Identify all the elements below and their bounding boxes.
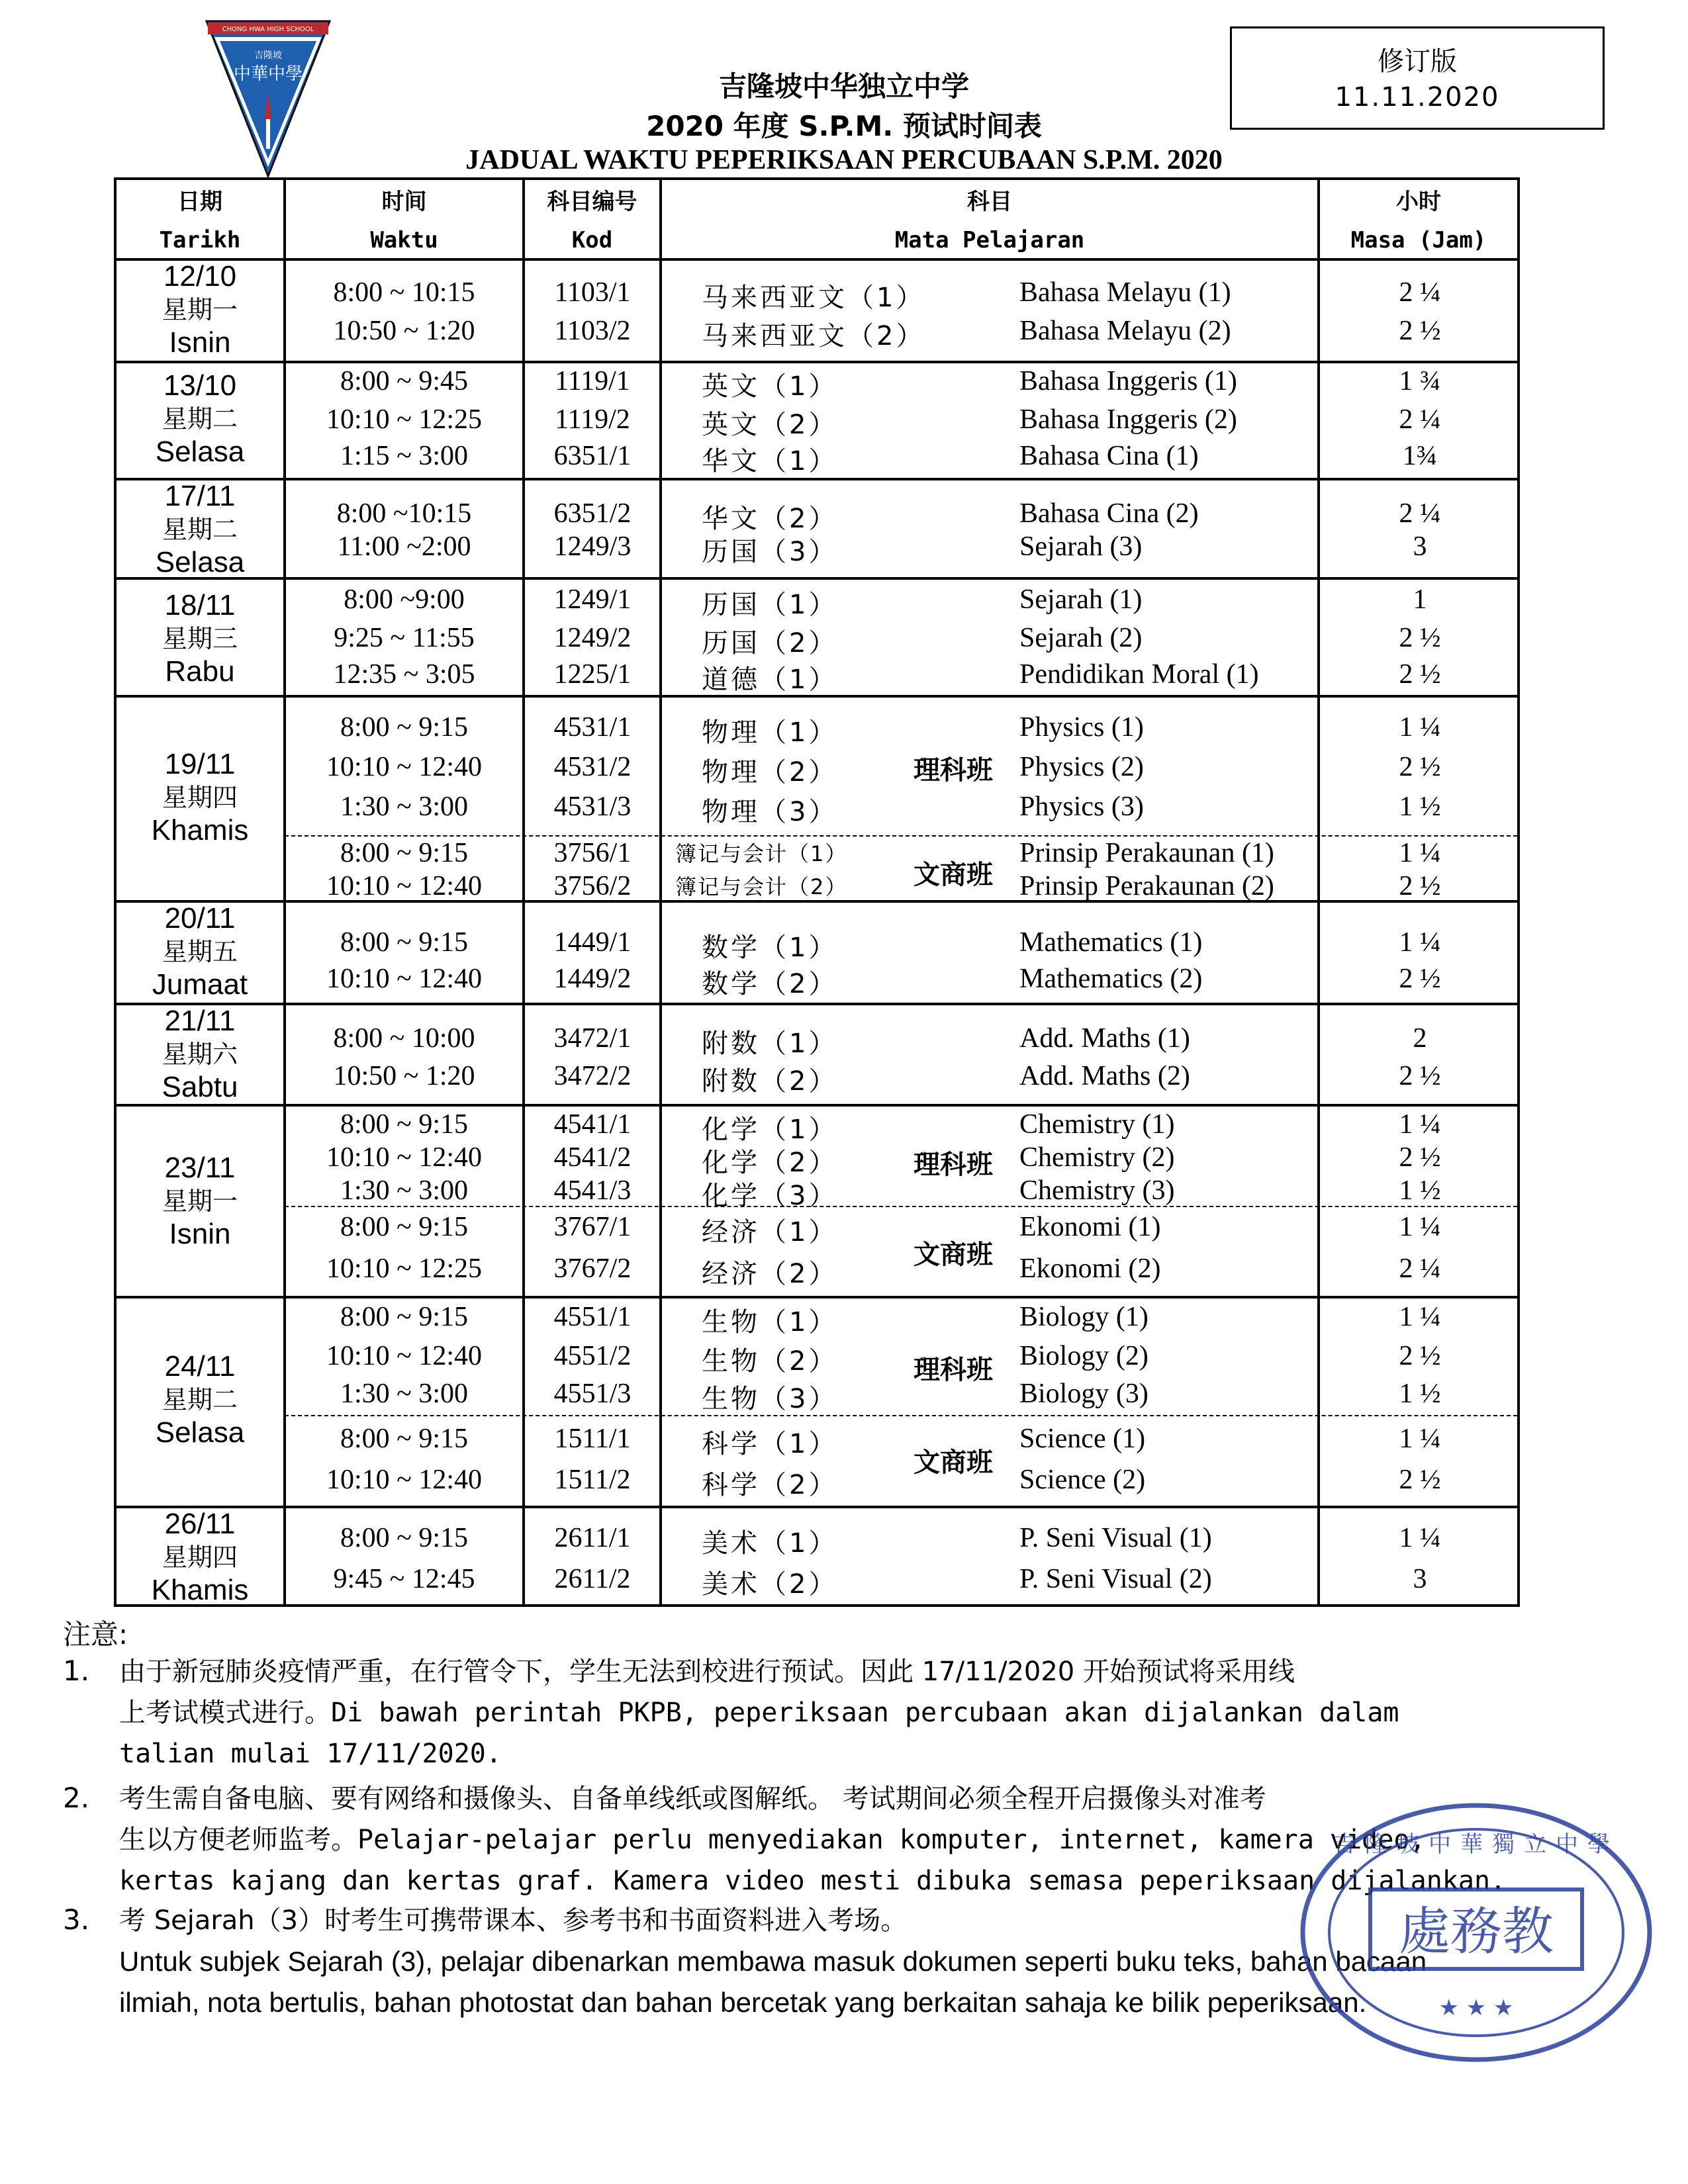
exam-time: 8:00 ~ 9:15 <box>340 1212 469 1242</box>
subject-name-my: Pendidikan Moral (1) <box>1019 659 1259 690</box>
subject-name-zh: 附数（1） <box>702 1028 838 1059</box>
exam-hours: 2 ½ <box>1399 623 1441 653</box>
header-code <box>525 183 659 259</box>
subject-code: 1249/1 <box>553 584 632 615</box>
exam-hours: 2 ½ <box>1399 1341 1441 1371</box>
subject-name-zh: 华文（2） <box>702 504 838 534</box>
exam-time: 8:00 ~ 9:15 <box>340 927 469 958</box>
subject-name-my: Add. Maths (2) <box>1019 1061 1190 1091</box>
date-cell: 19/11 星期四 Khamis <box>151 748 249 846</box>
subject-name-zh: 化学（2） <box>702 1148 838 1178</box>
subject-code: 4541/2 <box>553 1142 632 1173</box>
subject-name-my: Biology (3) <box>1019 1379 1149 1409</box>
exam-time: 11:00 ~2:00 <box>337 531 471 562</box>
subject-code: 1119/2 <box>555 404 630 435</box>
exam-hours: 2 ¼ <box>1399 1253 1441 1284</box>
date-cell: 23/11 星期一 Isnin <box>162 1152 238 1250</box>
subject-name-my: Bahasa Cina (2) <box>1019 498 1199 529</box>
subject-name-my: Physics (3) <box>1019 792 1144 822</box>
svg-text:處務教: 處務教 <box>1398 1902 1554 1962</box>
exam-time: 1:15 ~ 3:00 <box>340 441 469 471</box>
exam-time: 10:50 ~ 1:20 <box>333 1061 475 1091</box>
header-subject-zh: 科目 <box>967 189 1012 215</box>
exam-hours: 2 <box>1413 1023 1427 1054</box>
note-2-line: kertas kajang dan kertas graf. Kamera video mesti dibuka semasa peperiksaan dijalankan. <box>119 1866 1507 1896</box>
exam-hours: 3 <box>1413 531 1427 562</box>
subject-code: 4531/2 <box>553 752 632 782</box>
exam-time: 10:10 ~ 12:40 <box>326 752 483 782</box>
exam-time: 9:45 ~ 12:45 <box>333 1564 475 1594</box>
subject-name-my: Physics (1) <box>1019 712 1144 743</box>
exam-time: 8:00 ~ 9:15 <box>340 712 469 743</box>
note-1-line: 由于新冠肺炎疫情严重，在行管令下，学生无法到校进行预试。因此 17/11/2020 开始预试将采用线 <box>119 1657 1295 1687</box>
header-subject-my: Mata Pelajaran <box>894 227 1085 253</box>
subject-name-my: Chemistry (2) <box>1019 1142 1175 1173</box>
date-cell: 21/11 星期六 Sabtu <box>162 1005 238 1103</box>
subject-code: 4541/1 <box>553 1109 632 1140</box>
subject-code: 6351/1 <box>553 441 632 471</box>
subject-code: 1103/2 <box>554 316 631 346</box>
subject-name-my: Chemistry (1) <box>1019 1109 1175 1140</box>
exam-hours: 2 ½ <box>1399 1465 1441 1495</box>
exam-hours: 2 ¼ <box>1399 277 1441 308</box>
exam-hours: 1 ½ <box>1399 792 1441 822</box>
subject-code: 4531/1 <box>553 712 632 743</box>
subject-name-zh: 簿记与会计（2） <box>675 874 848 899</box>
note-2-line: 生以方便老师监考。Pelajar-pelajar perlu menyediakan komputer, internet, kamera video, <box>119 1825 1426 1855</box>
exam-time: 1:30 ~ 3:00 <box>340 1175 469 1206</box>
notes-title: 注意: <box>63 1618 128 1651</box>
exam-hours: 2 ½ <box>1399 1061 1441 1091</box>
exam-hours: 2 ¼ <box>1399 404 1441 435</box>
exam-hours: 1 ¼ <box>1399 1212 1441 1242</box>
class-label-arts: 文商班 <box>914 1240 993 1270</box>
exam-time: 10:10 ~ 12:40 <box>326 871 483 901</box>
exam-hours: 2 ½ <box>1399 871 1441 901</box>
exam-time: 10:10 ~ 12:40 <box>326 964 483 994</box>
subject-name-my: Bahasa Melayu (2) <box>1019 316 1231 346</box>
subject-name-zh: 化学（1） <box>702 1115 838 1145</box>
subject-code: 6351/2 <box>553 498 632 529</box>
title-malay: JADUAL WAKTU PEPERIKSAAN PERCUBAAN S.P.M. 2020 <box>465 145 1223 175</box>
class-label-arts: 文商班 <box>914 1447 993 1478</box>
subject-name-zh: 马来西亚文（2） <box>702 321 925 351</box>
subject-name-my: Bahasa Melayu (1) <box>1019 277 1231 308</box>
title-year: 2020 年度 S.P.M. 预试时间表 <box>646 110 1042 142</box>
subject-name-zh: 美术（2） <box>702 1569 838 1600</box>
exam-hours: 2 ½ <box>1399 316 1441 346</box>
subject-name-my: Science (1) <box>1019 1424 1146 1454</box>
exam-time: 10:10 ~ 12:40 <box>326 1142 483 1173</box>
school-stamp <box>1297 1800 1655 2065</box>
exam-hours: 2 ½ <box>1399 1142 1441 1173</box>
subject-code: 1449/2 <box>553 964 632 994</box>
date-cell: 17/11 星期二 Selasa <box>155 480 245 578</box>
subject-name-zh: 物理（2） <box>702 757 838 788</box>
exam-hours: 1 <box>1413 584 1427 615</box>
logo-school-name: CHONG HWA HIGH SCHOOL <box>222 26 314 33</box>
class-label-science: 理科班 <box>914 1150 993 1180</box>
svg-text:中華中學: 中華中學 <box>233 64 303 84</box>
note-number: 3. <box>63 1903 90 1936</box>
exam-time: 10:10 ~ 12:25 <box>326 404 483 435</box>
exam-time: 10:10 ~ 12:40 <box>326 1341 483 1371</box>
subject-name-zh: 历国（2） <box>702 628 838 659</box>
header-time-zh: 时间 <box>381 189 427 215</box>
note-2-line: 考生需自备电脑、要有网络和摄像头、自备单线纸或图解纸。 考试期间必须全程开启摄像头对准考 <box>119 1784 1266 1814</box>
subject-name-my: Sejarah (1) <box>1019 584 1143 615</box>
subject-code: 2611/2 <box>554 1564 631 1594</box>
subject-name-zh: 历国（3） <box>702 537 838 567</box>
subject-code: 1119/1 <box>555 366 630 396</box>
exam-hours: 1 ¾ <box>1399 366 1441 396</box>
header-subject <box>662 183 1317 259</box>
subject-code: 3767/1 <box>553 1212 632 1242</box>
subject-name-zh: 美术（1） <box>702 1528 838 1559</box>
exam-hours: 1 ¼ <box>1399 712 1441 743</box>
subject-name-my: P. Seni Visual (1) <box>1019 1523 1212 1553</box>
exam-time: 10:10 ~ 12:25 <box>326 1253 483 1284</box>
subject-code: 4551/1 <box>553 1302 632 1332</box>
exam-hours: 1 ½ <box>1399 1175 1441 1206</box>
subject-name-zh: 经济（1） <box>702 1217 838 1248</box>
header-date <box>117 183 283 259</box>
subject-name-my: Sejarah (3) <box>1019 531 1143 562</box>
subject-name-zh: 物理（1） <box>702 717 838 748</box>
subject-name-my: Chemistry (3) <box>1019 1175 1175 1206</box>
header-date-my: Tarikh <box>159 227 241 253</box>
exam-hours: 1 ¼ <box>1399 1523 1441 1553</box>
exam-time: 8:00 ~ 9:45 <box>340 366 469 396</box>
subject-code: 4531/3 <box>553 792 632 822</box>
header-hours-zh: 小时 <box>1396 189 1441 215</box>
svg-text:吉隆坡中華獨立中學: 吉隆坡中華獨立中學 <box>1333 1831 1619 1858</box>
note-number: 2. <box>63 1782 90 1814</box>
class-label-science: 理科班 <box>914 755 993 786</box>
subject-code: 1511/2 <box>554 1465 631 1495</box>
subject-name-my: Prinsip Perakaunan (1) <box>1019 838 1274 868</box>
subject-name-zh: 英文（2） <box>702 410 838 440</box>
subject-name-zh: 附数（2） <box>702 1066 838 1097</box>
class-label-science: 理科班 <box>914 1355 993 1385</box>
header-code-my: Kod <box>571 227 613 253</box>
note-1-line: 上考试模式进行。Di bawah perintah PKPB, peperiksaan percubaan akan dijalankan dalam <box>119 1698 1399 1728</box>
subject-code: 4551/3 <box>553 1379 632 1409</box>
exam-time: 8:00 ~ 10:15 <box>333 277 475 308</box>
subject-name-zh: 物理（3） <box>702 797 838 827</box>
subject-name-my: Ekonomi (2) <box>1019 1253 1161 1284</box>
subject-code: 3472/2 <box>553 1061 632 1091</box>
exam-hours: 1 ½ <box>1399 1379 1441 1409</box>
exam-hours: 1 ¼ <box>1399 1109 1441 1140</box>
exam-hours: 2 ½ <box>1399 964 1441 994</box>
subject-name-my: Biology (2) <box>1019 1341 1149 1371</box>
subject-name-my: Bahasa Cina (1) <box>1019 441 1199 471</box>
subject-name-zh: 历国（1） <box>702 590 838 620</box>
subject-code: 3767/2 <box>553 1253 632 1284</box>
exam-hours: 1 ¼ <box>1399 838 1441 868</box>
exam-time: 8:00 ~ 9:15 <box>340 838 469 868</box>
subject-code: 3472/1 <box>553 1023 632 1054</box>
exam-time: 8:00 ~ 9:15 <box>340 1523 469 1553</box>
subject-name-zh: 化学（3） <box>702 1181 838 1211</box>
exam-hours: 2 ½ <box>1399 659 1441 690</box>
exam-time: 9:25 ~ 11:55 <box>334 623 475 653</box>
subject-name-zh: 科学（2） <box>702 1470 838 1500</box>
date-cell: 12/10 星期一 Isnin <box>162 260 238 359</box>
note-3-line: ilmiah, nota bertulis, bahan photostat dan bahan bercetak yang berkaitan sahaja ke bilik peperiksaan. <box>119 1987 1367 2018</box>
exam-hours: 1 ¼ <box>1399 1302 1441 1332</box>
exam-time: 8:00 ~ 9:15 <box>340 1302 469 1332</box>
exam-hours: 3 <box>1413 1564 1427 1594</box>
exam-time: 8:00 ~ 10:00 <box>333 1023 475 1054</box>
exam-time: 12:35 ~ 3:05 <box>333 659 475 690</box>
subject-code: 4551/2 <box>553 1341 632 1371</box>
exam-time: 8:00 ~9:00 <box>344 584 465 615</box>
note-number: 1. <box>63 1655 90 1687</box>
note-1-line: talian mulai 17/11/2020. <box>119 1739 502 1769</box>
exam-time: 10:50 ~ 1:20 <box>333 316 475 346</box>
subject-name-my: Ekonomi (1) <box>1019 1212 1161 1242</box>
subject-code: 1249/2 <box>553 623 632 653</box>
subject-name-zh: 数学（1） <box>702 933 838 963</box>
subject-name-zh: 马来西亚文（1） <box>702 283 925 313</box>
header-hours-my: Masa (Jam) <box>1350 227 1487 253</box>
subject-name-zh: 数学（2） <box>702 969 838 999</box>
subject-name-zh: 英文（1） <box>702 371 838 402</box>
exam-time: 8:00 ~ 9:15 <box>340 1424 469 1454</box>
date-cell: 26/11 星期四 Khamis <box>151 1508 249 1606</box>
note-3-line: 考 Sejarah（3）时考生可携带课本、参考书和书面资料进入考场。 <box>119 1905 908 1936</box>
date-cell: 18/11 星期三 Rabu <box>162 589 238 688</box>
subject-name-my: Bahasa Inggeris (2) <box>1019 404 1237 435</box>
subject-name-zh: 生物（1） <box>702 1307 838 1338</box>
note-1 <box>119 1651 1562 1774</box>
class-label-arts: 文商班 <box>914 860 993 890</box>
date-cell: 13/10 星期二 Selasa <box>155 369 245 468</box>
subject-name-my: Biology (1) <box>1019 1302 1149 1332</box>
exam-time: 8:00 ~10:15 <box>336 498 472 529</box>
exam-hours: 1¾ <box>1402 441 1438 471</box>
subject-name-zh: 道德（1） <box>702 664 838 695</box>
revision-label: 修订版 <box>1378 46 1457 77</box>
subject-code: 1511/1 <box>554 1424 631 1454</box>
exam-hours: 2 ¼ <box>1399 498 1441 529</box>
subject-name-my: Mathematics (2) <box>1019 964 1203 994</box>
subject-name-my: Sejarah (2) <box>1019 623 1143 653</box>
subject-name-zh: 生物（2） <box>702 1346 838 1377</box>
subject-name-zh: 生物（3） <box>702 1384 838 1414</box>
header-date-zh: 日期 <box>177 189 222 215</box>
subject-code: 4541/3 <box>553 1175 632 1206</box>
date-cell: 20/11 星期五 Jumaat <box>152 902 248 1001</box>
header-time-my: Waktu <box>370 227 438 253</box>
subject-name-my: Prinsip Perakaunan (2) <box>1019 871 1274 901</box>
svg-text:★ ★ ★: ★ ★ ★ <box>1438 1995 1514 2021</box>
date-cell: 24/11 星期二 Selasa <box>155 1350 245 1449</box>
exam-time: 1:30 ~ 3:00 <box>340 792 469 822</box>
subject-name-zh: 簿记与会计（1） <box>675 841 848 866</box>
subject-name-my: Bahasa Inggeris (1) <box>1019 366 1237 396</box>
header-code-zh: 科目编号 <box>547 189 637 215</box>
note-3-line: Untuk subjek Sejarah (3), pelajar dibenarkan membawa masuk dokumen seperti buku teks, bahan bacaan <box>119 1946 1427 1977</box>
subject-name-zh: 科学（1） <box>702 1429 838 1459</box>
subject-code: 1225/1 <box>553 659 632 690</box>
subject-code: 1449/1 <box>553 927 632 958</box>
subject-name-my: Science (2) <box>1019 1465 1146 1495</box>
subject-code: 2611/1 <box>554 1523 631 1553</box>
subject-code: 3756/2 <box>553 871 632 901</box>
subject-name-my: Physics (2) <box>1019 752 1144 782</box>
header-hours <box>1320 183 1517 259</box>
exam-time: 10:10 ~ 12:40 <box>326 1465 483 1495</box>
subject-name-zh: 经济（2） <box>702 1259 838 1289</box>
subject-code: 3756/1 <box>553 838 632 868</box>
subject-name-my: Add. Maths (1) <box>1019 1023 1190 1054</box>
header-time <box>286 183 522 259</box>
exam-hours: 1 ¼ <box>1399 927 1441 958</box>
subject-name-zh: 华文（1） <box>702 446 838 477</box>
svg-text:吉隆坡: 吉隆坡 <box>254 50 282 61</box>
title-school: 吉隆坡中华独立中学 <box>718 70 969 103</box>
subject-code: 1103/1 <box>554 277 631 308</box>
subject-name-my: Mathematics (1) <box>1019 927 1203 958</box>
exam-hours: 2 ½ <box>1399 752 1441 782</box>
revision-date: 11.11.2020 <box>1335 82 1500 113</box>
exam-hours: 1 ¼ <box>1399 1424 1441 1454</box>
exam-time: 8:00 ~ 9:15 <box>340 1109 469 1140</box>
subject-name-my: P. Seni Visual (2) <box>1019 1564 1212 1594</box>
subject-code: 1249/3 <box>553 531 632 562</box>
exam-time: 1:30 ~ 3:00 <box>340 1379 469 1409</box>
